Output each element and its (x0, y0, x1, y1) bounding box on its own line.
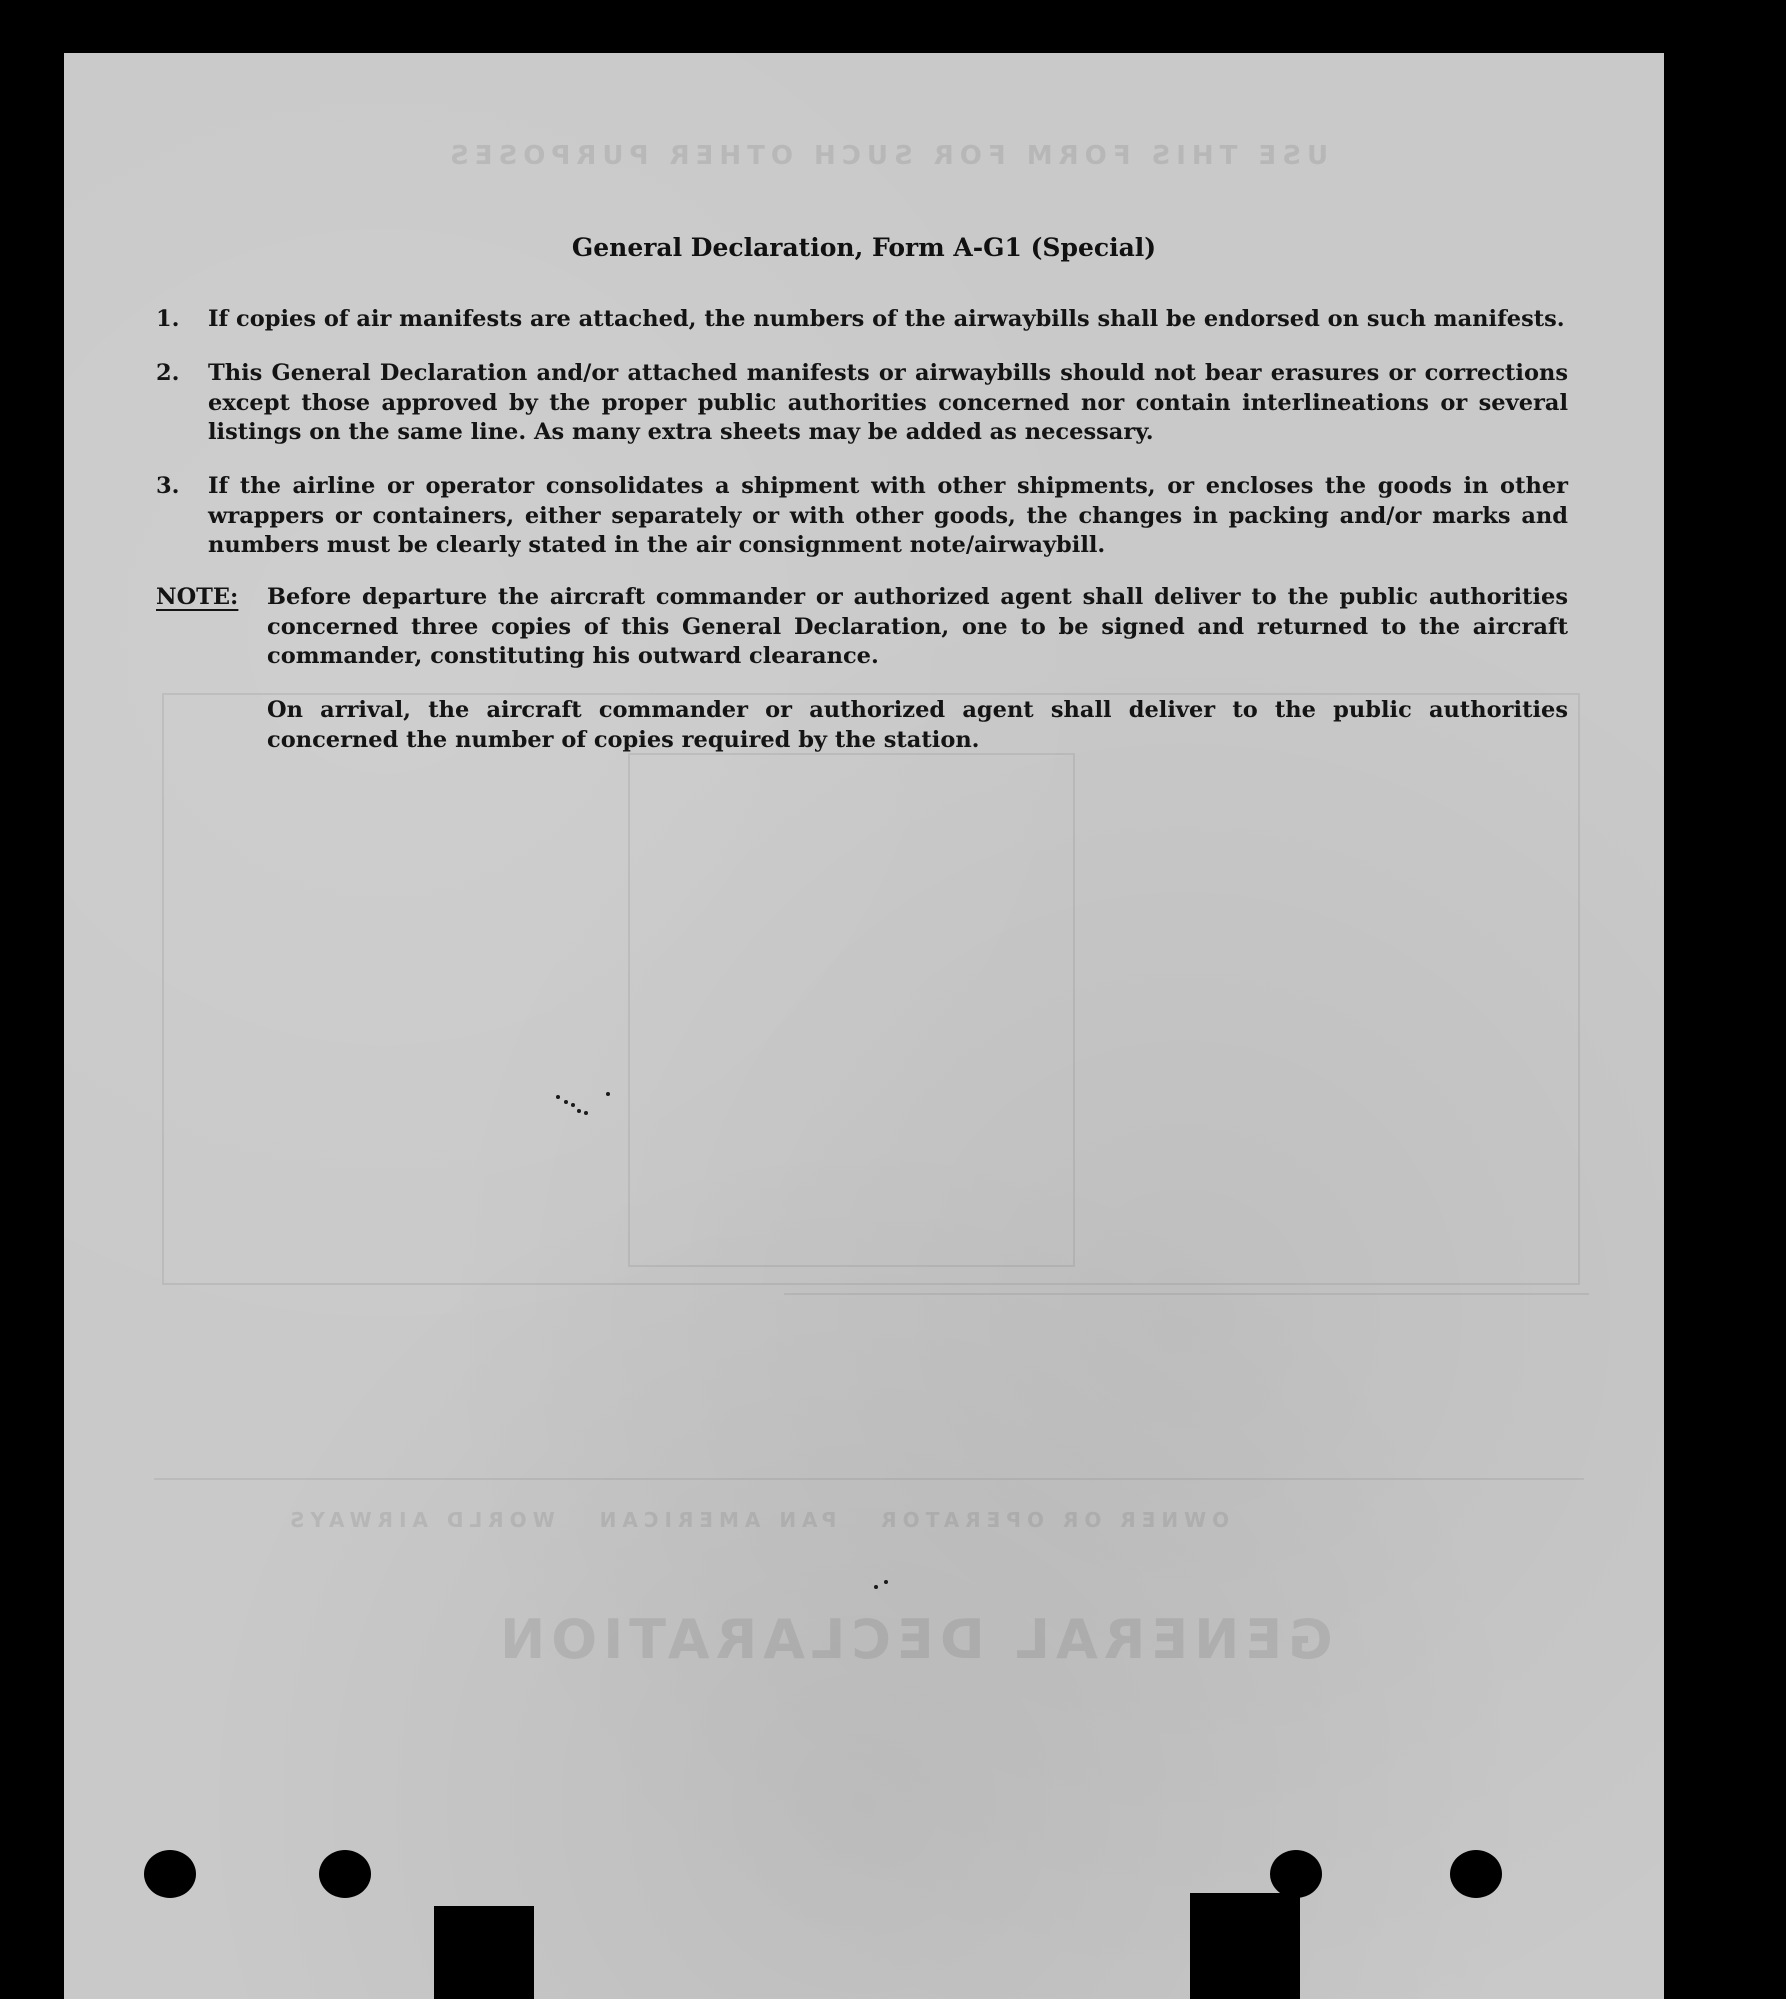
paper-speck (606, 1092, 610, 1096)
paper-speck (571, 1103, 575, 1107)
item-number: 3. (156, 473, 180, 499)
bleed-through-rule (154, 1478, 1584, 1480)
note-paragraph-departure: Before departure the aircraft commander or authorized agent shall deliver to the public authorities concerned three copies of this General Declaration, one to be signed and returned to the aircraft commander, constituting his outward clearance. (267, 584, 1568, 669)
item-number: 1. (156, 306, 180, 332)
note-label: NOTE: (156, 584, 239, 610)
punch-hole (1450, 1850, 1502, 1898)
paper-speck (874, 1585, 878, 1589)
paper-speck (584, 1111, 588, 1115)
bleed-through-center-box (628, 753, 1075, 1267)
paper-speck (556, 1095, 560, 1099)
punch-hole (1270, 1850, 1322, 1898)
torn-edge (434, 1906, 534, 1999)
item-number: 2. (156, 360, 180, 386)
punch-hole (144, 1850, 196, 1898)
item-text: If copies of air manifests are attached, the numbers of the airwaybills shall be endorsed on such manifests. (208, 306, 1565, 332)
punch-hole (319, 1850, 371, 1898)
bleed-through-top-line: USE THIS FORM FOR SUCH OTHER PURPOSES (444, 141, 1329, 171)
bleed-through-subheading: OWNER OR OPERATOR PAN AMERICAN WORLD AIRWAYS (284, 1508, 1230, 1532)
paper-speck (884, 1580, 888, 1584)
document-page (64, 53, 1664, 1999)
item-text: If the airline or operator consolidates a shipment with other shipments, or encloses the goods in other wrappers or containers, either separately or with other goods, the changes in packing and/or marks and numbers must be clearly stated in the air consignment note/airwaybill. (208, 473, 1568, 558)
document-title: General Declaration, Form A-G1 (Special) (571, 233, 1157, 262)
instruction-item-2 (156, 359, 1568, 448)
paper-speck (564, 1100, 568, 1104)
torn-edge (1190, 1893, 1300, 1999)
bleed-through-heading: GENERAL DECLARATION (494, 1608, 1333, 1671)
instruction-item-1 (156, 305, 1568, 335)
note-paragraph-arrival: On arrival, the aircraft commander or authorized agent shall deliver to the public authorities concerned the number of copies required by the station. (267, 697, 1568, 753)
paper-speck (577, 1109, 581, 1113)
instruction-item-3 (156, 472, 1568, 561)
item-text: This General Declaration and/or attached manifests or airwaybills should not bear erasures or corrections except those approved by the proper public authorities concerned nor contain interlineations or several listings on the same line. As many extra sheets may be added as necessary. (208, 360, 1568, 445)
bleed-through-rule (784, 1293, 1589, 1295)
